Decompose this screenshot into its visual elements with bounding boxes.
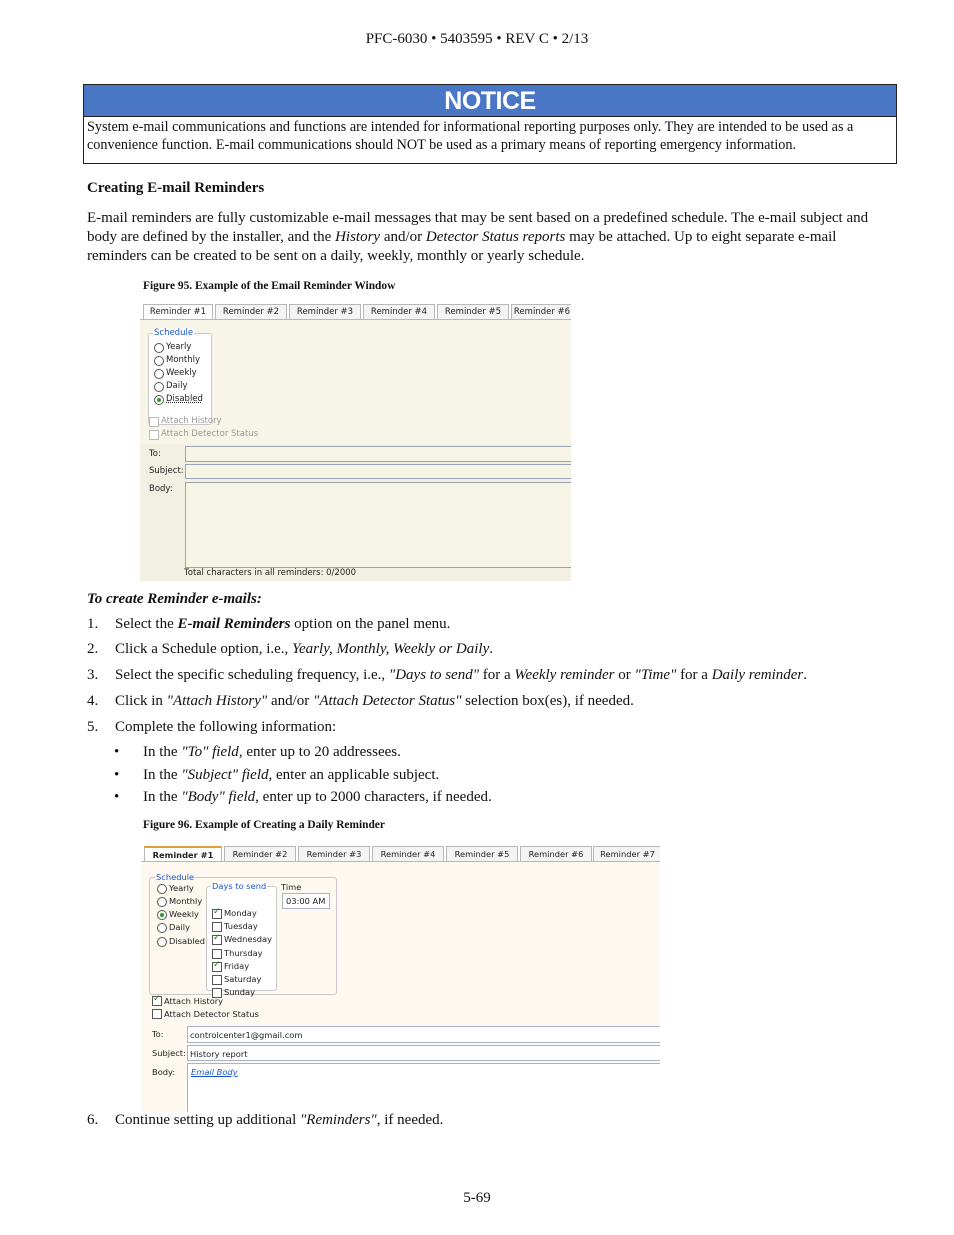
step-number: 6.: [87, 1112, 99, 1128]
label-friday: Friday: [224, 960, 250, 971]
step-emphasis: Daily reminder: [711, 667, 804, 683]
time-value: 03:00 AM: [286, 896, 326, 906]
step-text: option on the panel menu.: [290, 616, 451, 632]
label-yearly: Yearly: [169, 883, 194, 893]
step-text: .: [803, 667, 807, 683]
tab-reminder-2[interactable]: Reminder #2: [215, 304, 287, 319]
label-yearly: Yearly: [166, 342, 192, 352]
label-daily: Daily: [169, 922, 190, 932]
bullet-text: In the: [143, 789, 182, 805]
para-text: may be attached. Up to eight separate e-mail reminders can be created to be sent on a daily, weekly, monthly or yearly schedule.: [87, 229, 837, 264]
tab-reminder-5[interactable]: Reminder #5: [437, 304, 509, 319]
schedule-legend: Schedule: [156, 872, 195, 882]
label-disabled: Disabled: [166, 394, 203, 404]
section-paragraph: [87, 209, 899, 266]
notice-text: System e-mail communications and functions are intended for informational reporting purposes only. They are intended to be used as a convenience function. E-mail communications should NOT be used as a primary means of reporting emergency information.: [87, 119, 854, 153]
step-number: 5.: [87, 719, 99, 735]
label-weekly: Weekly: [166, 368, 197, 378]
subject-label: Subject:: [149, 466, 184, 476]
step-text: , if needed.: [376, 1112, 444, 1128]
label-daily: Daily: [166, 381, 188, 391]
checkbox-wednesday[interactable]: [212, 935, 222, 945]
label-monthly: Monthly: [169, 896, 203, 906]
bullet-emphasis: "To" field: [181, 744, 239, 760]
label-disabled: Disabled: [169, 936, 206, 946]
email-reminder-window: [140, 304, 571, 581]
checkbox-attach-detector-status[interactable]: [152, 1009, 162, 1019]
bullet-emphasis: "Body" field: [181, 789, 256, 805]
step-text: Select the: [115, 616, 178, 632]
step-emphasis: Weekly reminder: [514, 667, 615, 683]
radio-weekly[interactable]: [157, 910, 167, 920]
tab-reminder-4[interactable]: Reminder #4: [363, 304, 435, 319]
label-attach-detector-status: Attach Detector Status: [164, 1009, 259, 1019]
checkbox-friday[interactable]: [212, 962, 222, 972]
time-label: Time: [281, 882, 302, 892]
tab-content-panel: [141, 861, 660, 1112]
label-attach-detector-status: Attach Detector Status: [161, 429, 259, 439]
tab-reminder-6[interactable]: Reminder #6: [511, 304, 571, 319]
tab-reminder-6[interactable]: Reminder #6: [520, 846, 592, 861]
step-number: 3.: [87, 667, 99, 683]
bullet-mark: •: [114, 789, 120, 805]
steps-heading: To create Reminder e-mails:: [87, 591, 262, 607]
schedule-legend: Schedule: [154, 328, 194, 338]
step-text: Click in: [115, 693, 167, 709]
to-label: To:: [149, 449, 161, 459]
step-text: Click a Schedule option, i.e.,: [115, 641, 293, 657]
page-number: 5-69: [463, 1190, 491, 1206]
radio-weekly[interactable]: [154, 369, 164, 379]
subject-input[interactable]: [187, 1045, 660, 1061]
step-emphasis: Yearly, Monthly, Weekly or Daily: [292, 641, 490, 657]
figure-96-caption: Figure 96. Example of Creating a Daily Reminder: [143, 819, 385, 831]
tab-reminder-4[interactable]: Reminder #4: [372, 846, 444, 861]
step-emphasis: "Time": [634, 667, 677, 683]
step-text: for a: [479, 667, 515, 683]
step-emphasis: "Reminders": [299, 1112, 377, 1128]
step-text: Complete the following information:: [115, 719, 337, 735]
time-input[interactable]: [282, 893, 330, 909]
bullet-mark: •: [114, 767, 120, 783]
tab-reminder-3[interactable]: Reminder #3: [289, 304, 361, 319]
body-value: Email Body: [191, 1067, 238, 1077]
checkbox-thursday[interactable]: [212, 949, 222, 959]
body-textarea[interactable]: [185, 482, 571, 568]
step-text: selection box(es), if needed.: [461, 693, 634, 709]
step-text: Continue setting up additional: [115, 1112, 300, 1128]
radio-daily[interactable]: [154, 382, 164, 392]
to-input[interactable]: [185, 446, 571, 462]
total-characters-counter: Total characters in all reminders: 0/2000: [184, 568, 357, 578]
step-text: .: [489, 641, 494, 657]
para-emphasis-detector-status: Detector Status reports: [425, 229, 566, 245]
tab-reminder-1[interactable]: Reminder #1: [144, 846, 222, 862]
body-textarea[interactable]: [187, 1063, 660, 1112]
radio-daily[interactable]: [157, 923, 167, 933]
figure-95-caption: Figure 95. Example of the Email Reminder Window: [143, 280, 396, 292]
notice-box: [83, 84, 897, 164]
bullet-emphasis: "Subject" field: [181, 767, 269, 783]
bullet-text: In the: [143, 767, 182, 783]
tab-reminder-3[interactable]: Reminder #3: [298, 846, 370, 861]
label-attach-history: Attach History: [164, 996, 224, 1006]
tab-reminder-2[interactable]: Reminder #2: [224, 846, 296, 861]
tab-reminder-5[interactable]: Reminder #5: [446, 846, 518, 861]
label-monday: Monday: [224, 908, 257, 918]
step-emphasis: E-mail Reminders: [177, 616, 291, 632]
to-input[interactable]: [187, 1026, 660, 1043]
step-emphasis: "Days to send": [388, 667, 480, 683]
radio-disabled[interactable]: [154, 395, 164, 405]
checkbox-saturday[interactable]: [212, 975, 222, 985]
tab-reminder-7[interactable]: Reminder #7: [593, 846, 660, 861]
para-emphasis-history: History: [335, 229, 381, 245]
subject-value: History report: [190, 1049, 248, 1059]
step-number: 2.: [87, 641, 99, 657]
body-label: Body:: [149, 484, 173, 494]
body-label: Body:: [152, 1067, 176, 1077]
document-reference: PFC-6030 • 5403595 • REV C • 2/13: [365, 31, 589, 47]
tab-content-panel: [140, 319, 571, 581]
checkbox-attach-history[interactable]: [152, 996, 162, 1006]
step-number: 1.: [87, 616, 99, 632]
tab-reminder-1[interactable]: Reminder #1: [143, 304, 213, 319]
checkbox-tuesday[interactable]: [212, 922, 222, 932]
para-text: and/or: [380, 229, 426, 245]
step-text: Select the specific scheduling frequency, i.e.,: [115, 667, 389, 683]
label-weekly: Weekly: [169, 909, 199, 919]
radio-monthly[interactable]: [154, 356, 164, 366]
label-saturday: Saturday: [224, 974, 262, 984]
checkbox-attach-history[interactable]: [149, 417, 159, 427]
label-tuesday: Tuesday: [224, 921, 258, 932]
bullet-text: In the: [143, 744, 182, 760]
step-emphasis: "Attach History": [166, 693, 268, 709]
label-monthly: Monthly: [166, 355, 201, 365]
step-number: 4.: [87, 693, 99, 709]
step-emphasis: "Attach Detector Status": [313, 693, 462, 709]
radio-disabled[interactable]: [157, 937, 167, 947]
label-wednesday: Wednesday: [224, 934, 273, 945]
step-text: and/or: [267, 693, 314, 709]
label-thursday: Thursday: [224, 947, 263, 958]
bullet-text: , enter an applicable subject.: [268, 767, 440, 783]
to-value: controlcenter1@gmail.com: [190, 1030, 303, 1040]
subject-input[interactable]: [185, 464, 571, 479]
step-text: for a: [676, 667, 712, 683]
days-to-send-legend: Days to send: [212, 881, 267, 891]
radio-monthly[interactable]: [157, 897, 167, 907]
bullet-mark: •: [114, 744, 120, 760]
checkbox-attach-detector-status[interactable]: [149, 430, 159, 440]
para-text: E-mail reminders are fully customizable e-mail messages that may be sent based on a predefined schedule. The e-mail subject and body are defined by the installer, and the: [87, 210, 869, 245]
daily-reminder-window: [141, 846, 660, 1112]
checkbox-monday[interactable]: [212, 909, 222, 919]
radio-yearly[interactable]: [157, 884, 167, 894]
bullet-text: , enter up to 20 addressees.: [238, 744, 401, 760]
bullet-text: , enter up to 2000 characters, if needed.: [255, 789, 492, 805]
to-label: To:: [152, 1029, 164, 1039]
label-sunday: Sunday: [224, 987, 256, 998]
subject-label: Subject:: [152, 1048, 186, 1058]
radio-yearly[interactable]: [154, 343, 164, 353]
section-title: Creating E-mail Reminders: [87, 180, 265, 196]
step-text: or: [614, 667, 635, 683]
notice-title: NOTICE: [84, 85, 896, 117]
label-attach-history: Attach History: [161, 416, 222, 426]
